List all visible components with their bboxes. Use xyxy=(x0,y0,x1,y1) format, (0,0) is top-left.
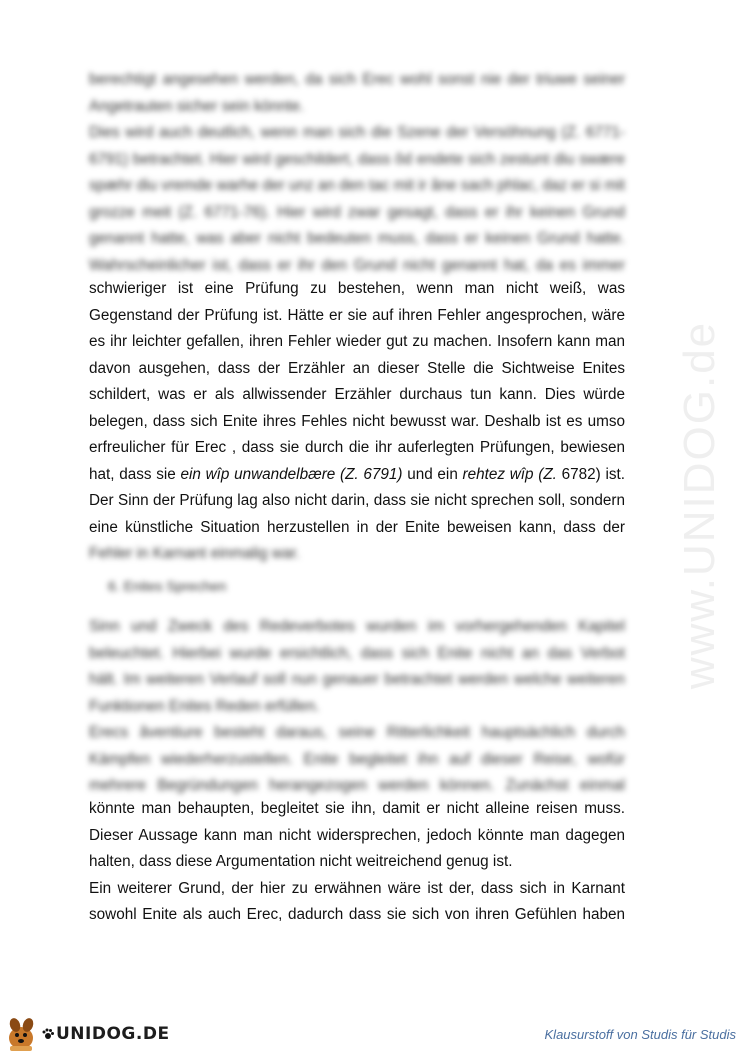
text-line: halten, dass diese Argumentation nicht weitreichend genug ist. xyxy=(89,853,513,870)
unidog-logo[interactable] xyxy=(4,1016,170,1052)
text-line: grozze meit (Z. 6771-76). Hier wird zwar gesagt, dass er ihr keinen Grund xyxy=(89,203,625,221)
text-line: Sinn und Zweck des Redeverbotes wurden im vorhergehenden Kapitel xyxy=(89,618,625,635)
clear-bottom-paragraph xyxy=(89,796,625,929)
citation-italic: rehtez wîp (Z. xyxy=(462,465,557,483)
blurred-bottom-paragraph xyxy=(89,614,625,800)
section-heading: 6. Enites Sprechen xyxy=(108,578,227,594)
watermark-text: www.UNIDOG.de xyxy=(675,320,725,690)
text-line: Dies wird auch deutlich, wenn man sich die Szene der Versöhnung (Z. 6771- xyxy=(89,124,625,141)
blurred-top-paragraph xyxy=(89,67,625,279)
text-line: sowohl Enite als auch Erec, dadurch dass sie sich von ihren Gefühlen haben xyxy=(89,906,625,923)
text-line: Ein weiterer Grund, der hier zu erwähnen wäre ist der, dass sich in Karnant xyxy=(89,879,625,897)
text-line: eine künstliche Situation herzustellen in der Enite beweisen kann, dass der xyxy=(89,518,625,536)
text-line: belegen, dass sich Enite ihres Fehles nicht bewusst war. Deshalb ist es umso xyxy=(89,412,625,430)
text-line: davon ausgehen, dass der Erzähler an dieser Stelle die Sichtweise Enites xyxy=(89,359,625,377)
citation-italic: ein wîp unwandelbære (Z. 6791) xyxy=(180,465,403,483)
text-line: schwieriger ist eine Prüfung zu bestehen, wenn man nicht weiß, was xyxy=(89,280,625,297)
text-line: Gegenstand der Prüfung ist. Hätte er sie auf ihren Fehler angesprochen, wäre xyxy=(89,306,625,324)
text-line: Der Sinn der Prüfung lag also nicht darin, dass sie nicht sprechen soll, sondern xyxy=(89,492,625,509)
text-line: spæhr diu vremde warhe der unz an den tac mit ir âne sach phlac, daz er si mit xyxy=(89,177,625,194)
text-line: Erecs âventiure besteht daraus, seine Ritterlichkeit hauptsächlich durch xyxy=(89,724,625,741)
text-line: hält. Im weiteren Verlauf soll nun genauer betrachtet werden welche weiteren xyxy=(89,671,625,688)
dog-mascot-icon xyxy=(4,1016,42,1052)
text-line: Kämpfen wiederherzustellen. Enite begleitet ihn auf dieser Reise, wofür xyxy=(89,750,625,768)
text-run: 6782) ist. xyxy=(556,465,626,483)
text-line: Wahrscheinlicher ist, dass er ihr den Grund nicht genannt hat, da es immer xyxy=(89,256,625,274)
paw-icon xyxy=(42,1028,54,1040)
text-run: und ein xyxy=(402,465,463,483)
text-line: mehrere Begründungen herangezogen werden können. Zunächst einmal xyxy=(89,777,625,794)
logo-text: UNIDOG.DE xyxy=(56,1024,170,1044)
text-line: 6791) betrachtet. Hier wird geschildert, dass ôd endete sich zestunt diu swære xyxy=(89,150,625,168)
text-line: beleuchtet. Hierbei wurde ersichtlich, dass sich Enite nicht an das Verbot xyxy=(89,644,625,662)
text-run: hat, dass sie xyxy=(89,465,181,483)
text-line: schildert, was er als allwissender Erzähler durchaus tun kann. Dies würde xyxy=(89,386,625,403)
text-line: könnte man behaupten, begleitet sie ihn, damit er nicht alleine reisen muss. xyxy=(89,800,625,817)
text-line: es ihr leichter gefallen, ihren Fehler wieder gut zu machen. Insofern kann man xyxy=(89,333,625,350)
footer-tagline: Klausurstoff von Studis für Studis xyxy=(544,1027,736,1042)
text-line: berechtigt angesehen werden, da sich Erec wohl sonst nie der triuwe seiner xyxy=(89,71,625,88)
text-line: erfreulicher für Erec , dass sie durch die ihr auferlegten Prüfungen, bewiesen xyxy=(89,439,625,456)
text-line: Angetrauten sicher sein könnte. xyxy=(89,97,305,115)
text-line: Funktionen Enites Reden erfüllen. xyxy=(89,697,320,715)
text-line: genannt hatte, was aber nicht bedeuten muss, dass er keinen Grund hatte. xyxy=(89,230,625,247)
mixed-text-line xyxy=(89,462,625,489)
clear-middle-paragraph xyxy=(89,276,625,568)
watermark xyxy=(660,280,740,730)
text-line: Dieser Aussage kann man nicht widersprechen, jedoch könnte man dagegen xyxy=(89,826,625,844)
text-line: Fehler in Karnant einmalig war. xyxy=(89,545,300,562)
